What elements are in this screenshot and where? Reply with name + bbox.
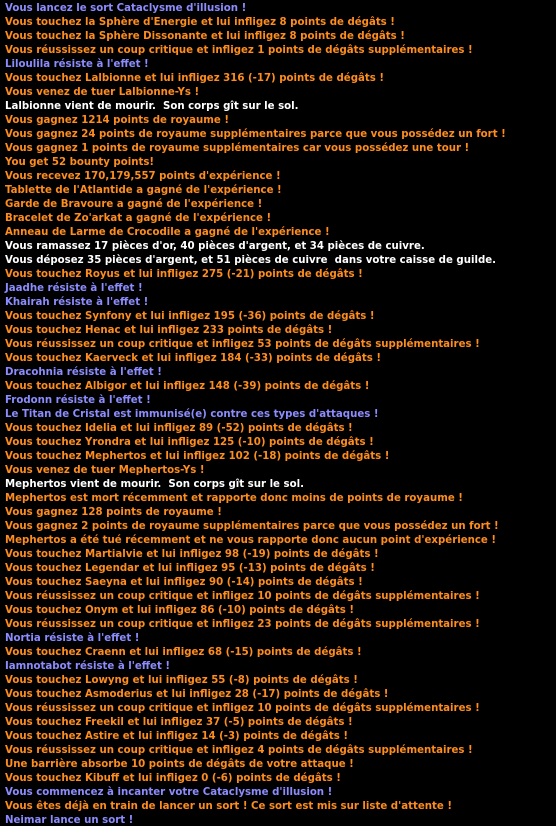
chat-line: Vous réussissez un coup critique et infligez 23 points de dégâts supplémentaires ! — [5, 619, 480, 630]
chat-line: Vous touchez Lowyng et lui infligez 55 (-8) points de dégâts ! — [5, 675, 358, 686]
chat-line: Vous touchez Royus et lui infligez 275 (-21) points de dégâts ! — [5, 269, 363, 280]
chat-line: Anneau de Larme de Crocodile a gagné de l'expérience ! — [5, 227, 330, 238]
chat-line: Vous touchez Mephertos et lui infligez 102 (-18) points de dégâts ! — [5, 451, 390, 462]
chat-line: Vous réussissez un coup critique et infligez 1 points de dégâts supplémentaires ! — [5, 45, 473, 56]
chat-line: Vous touchez Kibuff et lui infligez 0 (-6) points de dégâts ! — [5, 773, 341, 784]
chat-line: Iamnotabot résiste à l'effet ! — [5, 661, 171, 672]
chat-line: Liloulila résiste à l'effet ! — [5, 59, 149, 70]
chat-line: Vous touchez Onym et lui infligez 86 (-10) points de dégâts ! — [5, 605, 355, 616]
chat-line: Jaadhe résiste à l'effet ! — [5, 283, 143, 294]
chat-line: Vous déposez 35 pièces d'argent, et 51 pièces de cuivre dans votre caisse de guilde. — [5, 255, 497, 266]
chat-line: You get 52 bounty points! — [5, 157, 155, 168]
chat-line: Vous touchez la Sphère d'Energie et lui infligez 8 points de dégâts ! — [5, 17, 395, 28]
chat-line: Vous touchez Idelia et lui infligez 89 (-52) points de dégâts ! — [5, 423, 353, 434]
chat-line: Vous gagnez 1 points de royaume supplémentaires car vous possédez une tour ! — [5, 143, 470, 154]
chat-line: Vous ramassez 17 pièces d'or, 40 pièces d'argent, et 34 pièces de cuivre. — [5, 241, 425, 252]
chat-line: Vous touchez Martialvie et lui infligez 98 (-19) points de dégâts ! — [5, 549, 379, 560]
chat-line: Vous lancez le sort Cataclysme d'illusion ! — [5, 3, 247, 14]
chat-line: Frodonn résiste à l'effet ! — [5, 395, 151, 406]
chat-line: Vous touchez Astire et lui infligez 14 (-3) points de dégâts ! — [5, 731, 349, 742]
chat-line: Vous gagnez 24 points de royaume supplémentaires parce que vous possédez un fort ! — [5, 129, 506, 140]
chat-line: Lalbionne vient de mourir. Son corps gît sur le sol. — [5, 101, 299, 112]
chat-line: Nortia résiste à l'effet ! — [5, 633, 140, 644]
chat-line: Vous touchez Albigor et lui infligez 148 (-39) points de dégâts ! — [5, 381, 370, 392]
chat-line: Vous touchez Kaerveck et lui infligez 184 (-33) points de dégâts ! — [5, 353, 382, 364]
chat-line: Bracelet de Zo'arkat a gagné de l'expérience ! — [5, 213, 272, 224]
chat-line: Neimar lance un sort ! — [5, 815, 134, 826]
chat-line: Vous touchez Asmoderius et lui infligez 28 (-17) points de dégâts ! — [5, 689, 389, 700]
chat-line: Tablette de l'Atlantide a gagné de l'expérience ! — [5, 185, 282, 196]
chat-line: Mephertos vient de mourir. Son corps gît sur le sol. — [5, 479, 304, 490]
chat-line: Vous réussissez un coup critique et infligez 10 points de dégâts supplémentaires ! — [5, 591, 480, 602]
chat-line: Mephertos a été tué récemment et ne vous rapporte donc aucun point d'expérience ! — [5, 535, 497, 546]
chat-line: Vous venez de tuer Lalbionne-Ys ! — [5, 87, 200, 98]
chat-line: Vous touchez Craenn et lui infligez 68 (-15) points de dégâts ! — [5, 647, 362, 658]
chat-line: Dracohnia résiste à l'effet ! — [5, 367, 162, 378]
chat-line: Vous gagnez 1214 points de royaume ! — [5, 115, 229, 126]
chat-line: Khairah résiste à l'effet ! — [5, 297, 149, 308]
chat-lines — [5, 2, 556, 826]
chat-line: Vous êtes déjà en train de lancer un sort ! Ce sort est mis sur liste d'attente ! — [5, 801, 452, 812]
chat-line: Vous recevez 170,179,557 points d'expérience ! — [5, 171, 281, 182]
chat-line: Vous touchez Legendar et lui infligez 95 (-13) points de dégâts ! — [5, 563, 375, 574]
chat-line: Vous gagnez 2 points de royaume supplémentaires parce que vous possédez un fort ! — [5, 521, 499, 532]
chat-line: Vous touchez la Sphère Dissonante et lui infligez 8 points de dégâts ! — [5, 31, 405, 42]
chat-line: Vous réussissez un coup critique et infligez 53 points de dégâts supplémentaires ! — [5, 339, 480, 350]
chat-line: Garde de Bravoure a gagné de l'expérience ! — [5, 199, 263, 210]
chat-line: Vous touchez Saeyna et lui infligez 90 (-14) points de dégâts ! — [5, 577, 363, 588]
chat-line: Vous réussissez un coup critique et infligez 10 points de dégâts supplémentaires ! — [5, 703, 480, 714]
chat-line: Vous venez de tuer Mephertos-Ys ! — [5, 465, 205, 476]
chat-line: Une barrière absorbe 10 points de dégâts de votre attaque ! — [5, 759, 354, 770]
chat-line: Vous touchez Yrondra et lui infligez 125 (-10) points de dégâts ! — [5, 437, 374, 448]
chat-line: Vous touchez Freekil et lui infligez 37 (-5) points de dégâts ! — [5, 717, 353, 728]
chat-line: Vous réussissez un coup critique et infligez 4 points de dégâts supplémentaires ! — [5, 745, 473, 756]
chat-line: Vous touchez Lalbionne et lui infligez 316 (-17) points de dégâts ! — [5, 73, 385, 84]
chat-line: Vous gagnez 128 points de royaume ! — [5, 507, 222, 518]
chat-line: Vous touchez Henac et lui infligez 233 points de dégâts ! — [5, 325, 333, 336]
chat-line: Vous touchez Synfony et lui infligez 195 (-36) points de dégâts ! — [5, 311, 375, 322]
chat-line: Mephertos est mort récemment et rapporte donc moins de points de royaume ! — [5, 493, 463, 504]
chat-line: Vous commencez à incanter votre Cataclysme d'illusion ! — [5, 787, 333, 798]
chat-line: Le Titan de Cristal est immunisé(e) contre ces types d'attaques ! — [5, 409, 379, 420]
